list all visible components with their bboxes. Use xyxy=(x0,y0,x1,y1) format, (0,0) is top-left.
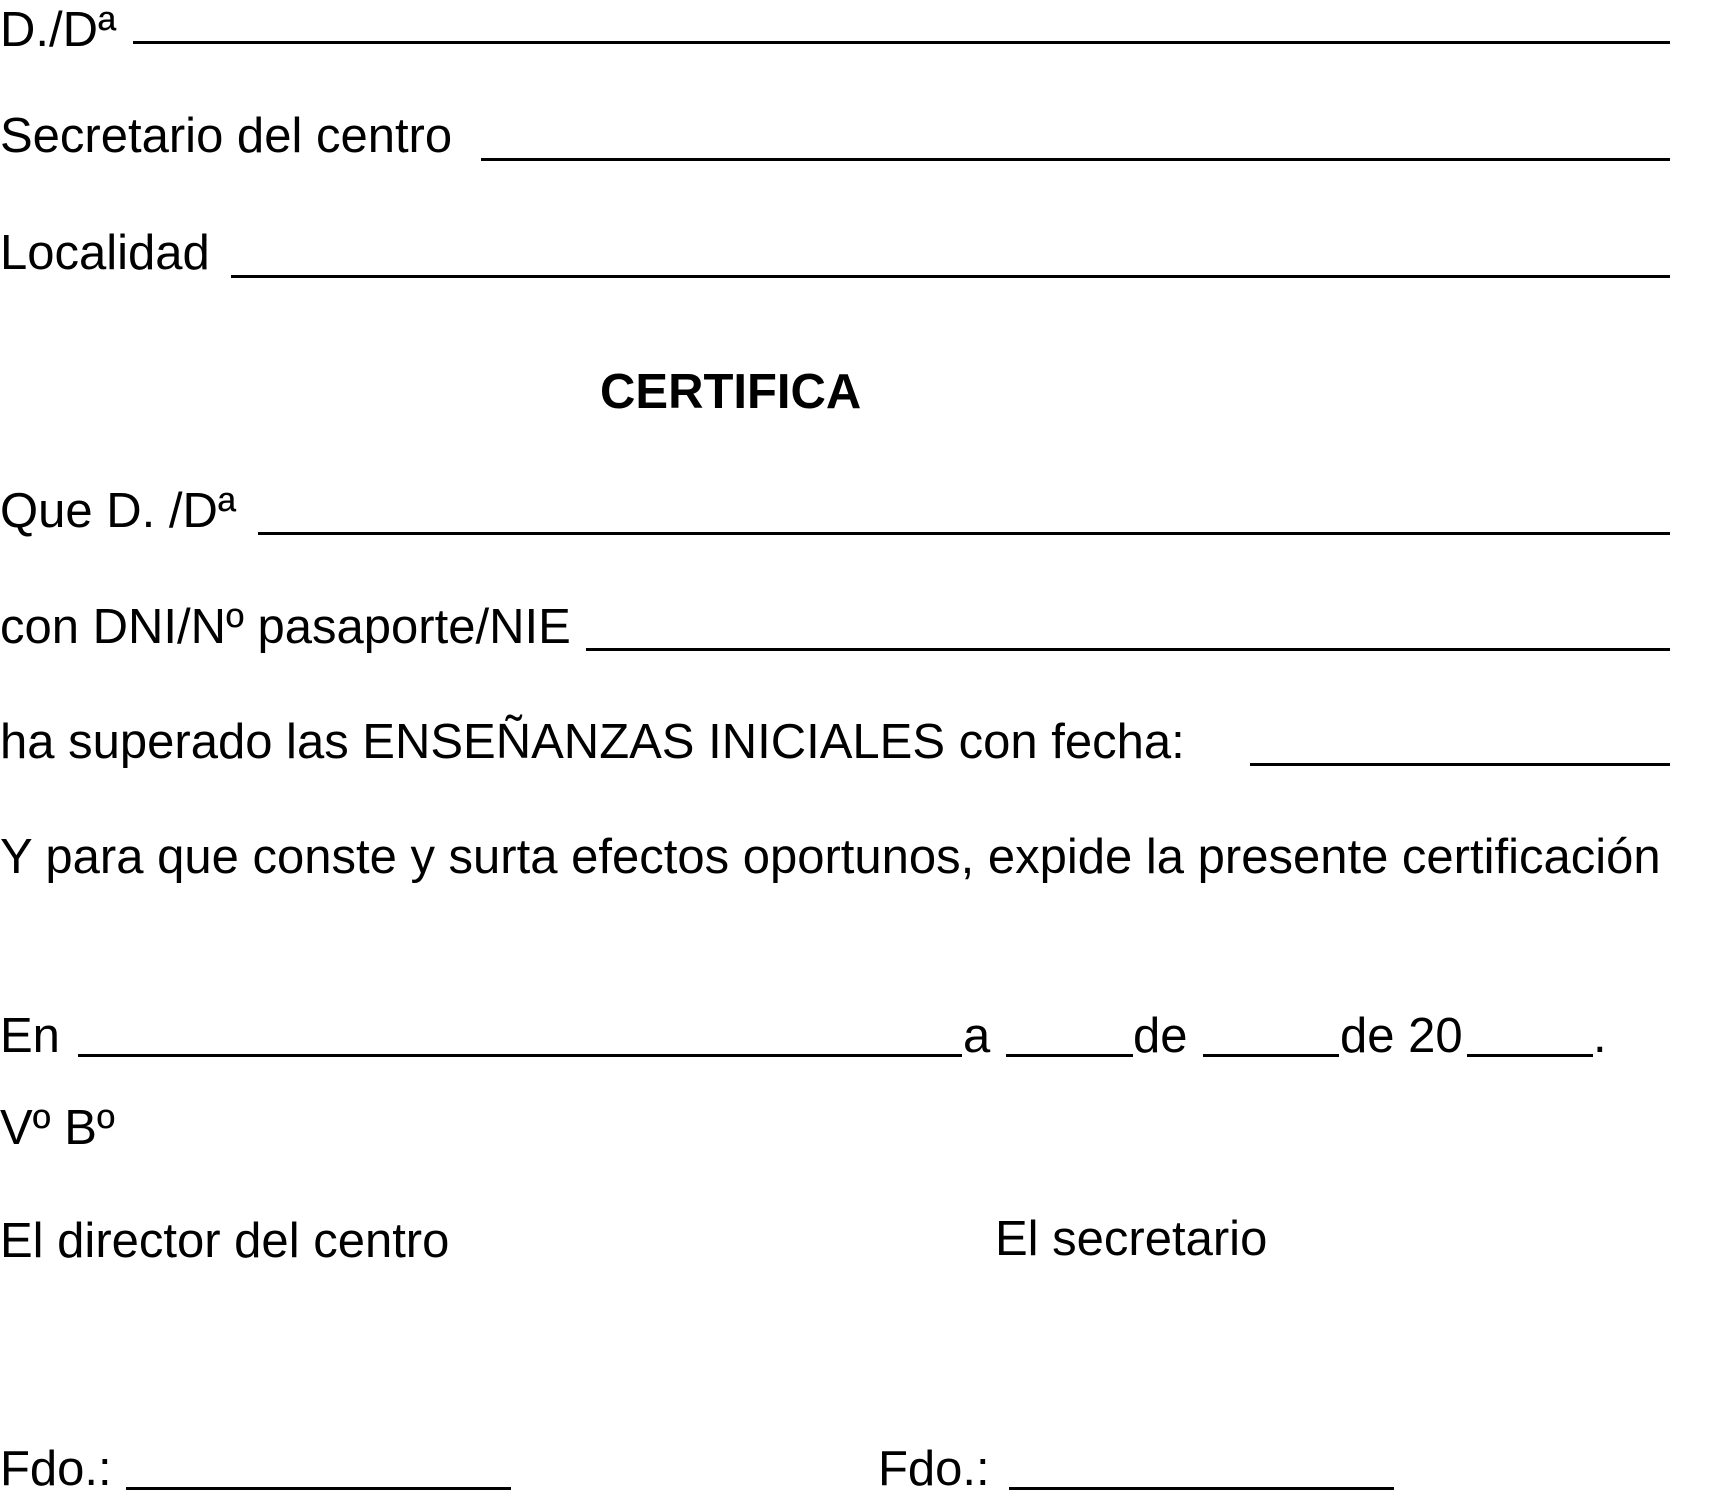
label-fdo-left: Fdo.: xyxy=(0,1442,112,1496)
dd-name-field[interactable] xyxy=(133,41,1670,44)
day-field[interactable] xyxy=(1006,1054,1133,1057)
label-secretario: Secretario del centro xyxy=(0,109,453,163)
statement-text: Y para que conste y surta efectos oportunos, expide la presente certificación xyxy=(0,830,1661,884)
student-name-field[interactable] xyxy=(258,532,1670,535)
dni-field[interactable] xyxy=(586,648,1670,651)
localidad-field[interactable] xyxy=(231,275,1670,278)
fecha-field[interactable] xyxy=(1250,763,1670,766)
label-fdo-right: Fdo.: xyxy=(878,1442,990,1496)
label-dd: D./Dª xyxy=(0,3,117,57)
secretario-field[interactable] xyxy=(481,158,1670,161)
label-director: El director del centro xyxy=(0,1214,450,1268)
label-en: En xyxy=(0,1009,60,1063)
director-signature-field[interactable] xyxy=(126,1487,511,1490)
secretario-signature-field[interactable] xyxy=(1009,1487,1394,1490)
label-de-20: de 20 xyxy=(1340,1009,1463,1063)
label-de-1: de xyxy=(1133,1009,1188,1063)
label-vobo: Vº Bº xyxy=(0,1101,115,1155)
label-superado: ha superado las ENSEÑANZAS INICIALES con fecha: xyxy=(0,715,1185,769)
month-field[interactable] xyxy=(1203,1054,1339,1057)
date-period: . xyxy=(1593,1009,1607,1063)
label-localidad: Localidad xyxy=(0,226,210,280)
year-field[interactable] xyxy=(1467,1054,1593,1057)
label-dni: con DNI/Nº pasaporte/NIE xyxy=(0,600,571,654)
label-secretario-signature: El secretario xyxy=(995,1212,1268,1266)
label-a: a xyxy=(963,1009,991,1063)
place-field[interactable] xyxy=(78,1054,962,1057)
heading-certifica: CERTIFICA xyxy=(600,365,862,419)
label-que-dd: Que D. /Dª xyxy=(0,484,236,538)
